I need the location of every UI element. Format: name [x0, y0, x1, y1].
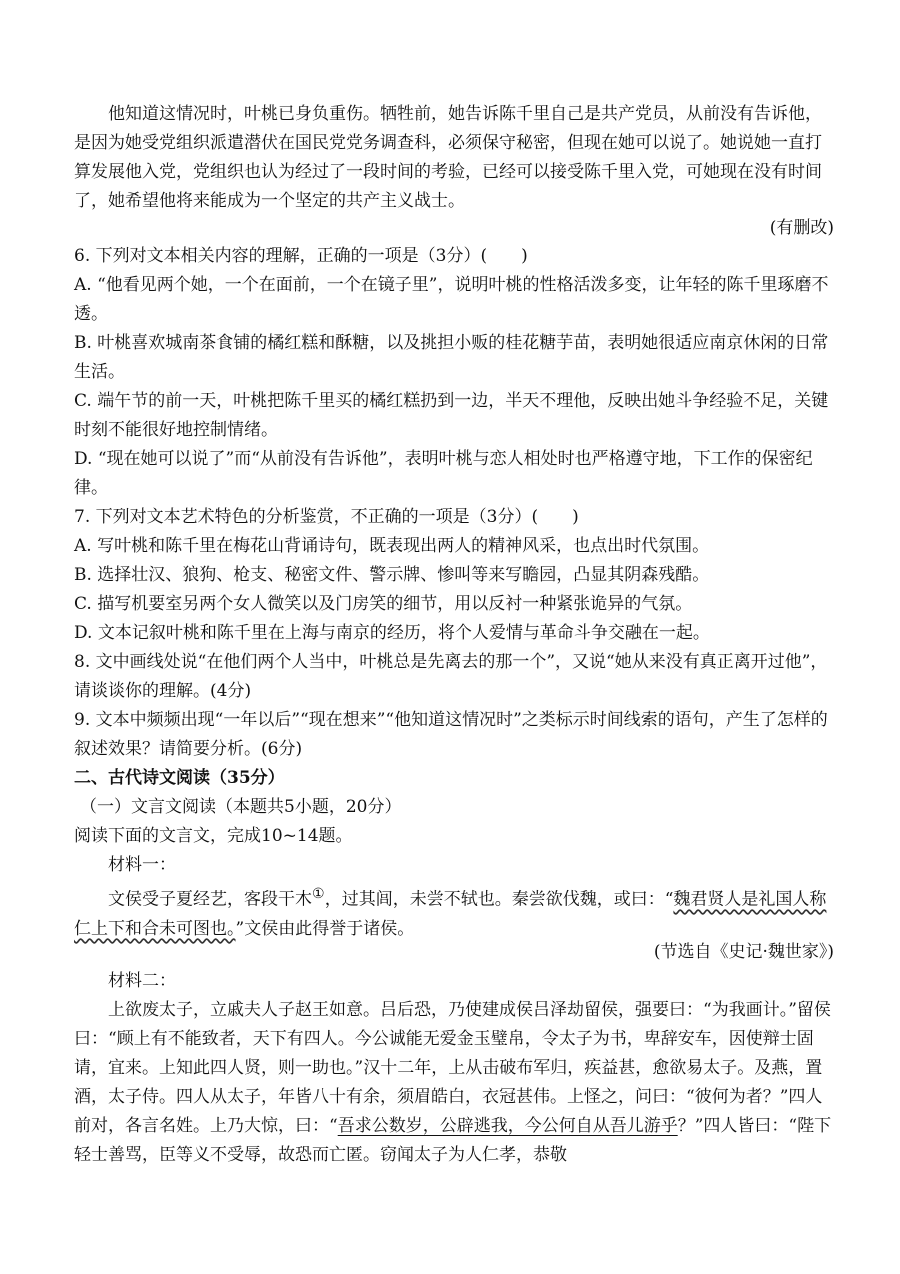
- material1-paragraph: [74, 880, 834, 944]
- underlined-sentence-1: 魏君贤人是礼国人称仁上下和合未可图也。: [74, 889, 827, 939]
- q7-option-c: C. 描写机要室另两个女人微笑以及门房笑的细节，用以反衬一种紧张诡异的气氛。: [74, 594, 693, 614]
- material1-label: 材料一：: [108, 855, 176, 875]
- footnote-marker: ①: [312, 886, 325, 902]
- story-source: (有删改): [769, 218, 834, 238]
- q7-option-a: A. 写叶桃和陈千里在梅花山背诵诗句，既表现出两人的精神风采，也点出时代氛围。: [74, 536, 710, 556]
- material1-source: (节选自《史记·魏世家》): [653, 942, 834, 962]
- material1-text-2: ，过其闾，未尝不轼也。秦尝欲伐魏，或曰：“: [324, 889, 674, 910]
- q7-stem: 7. 下列对文本艺术特色的分析鉴赏，不正确的一项是（3分）( ): [74, 507, 579, 527]
- q6-option-d: D. “现在她可以说了”而“从前没有告诉他”，表明叶桃与恋人相处时也严格遵守地，下工作的保密纪律。: [74, 449, 813, 498]
- q9-text: 9. 文本中频频出现“一年以后”“现在想来”“他知道这情况时”之类标示时间线索的语句，产生了怎样的叙述效果？请简要分析。(6分): [74, 710, 828, 759]
- material2-label: 材料二：: [108, 971, 176, 991]
- material2-text-2: ？”四人皆曰：“陛下轻士善骂，臣等义不受辱，故恐而亡匿。窃闻太子为人仁孝，恭敬: [74, 1116, 832, 1165]
- q7-option-d: D. 文本记叙叶桃和陈千里在上海与南京的经历，将个人爱情与革命斗争交融在一起。: [74, 623, 710, 643]
- q6-option-a: A. “他看见两个她，一个在面前，一个在镜子里”，说明叶桃的性格活泼多变，让年轻的陈千里琢磨不透。: [74, 275, 829, 324]
- section-subtitle: （一）文言文阅读（本题共5小题，20分）: [80, 797, 402, 817]
- story-paragraph: 他知道这情况时，叶桃已身负重伤。牺牲前，她告诉陈千里自己是共产党员，从前没有告诉他，是因为她受党组织派遣潜伏在国民党党务调查科，必须保守秘密，但现在她可以说了。她说她一直打算发展他入党，党组织也认为经过了一段时间的考验，已经可以接受陈千里入党，可她现在没有时间了，她希望他将来能成为一个坚定的共产主义战士。: [74, 104, 822, 211]
- q6-option-c: C. 端午节的前一天，叶桃把陈千里买的橘红糕扔到一边，半天不理他，反映出她斗争经验不足，关键时刻不能很好地控制情绪。: [74, 391, 829, 440]
- material2-text-1: 上欲废太子，立戚夫人子赵王如意。吕后恐，乃使建成侯吕泽劫留侯，强要曰：“为我画计。”留侯曰：“顾上有不能致者，天下有四人。今公诚能无爱金玉璧帛，令太子为书，卑辞安车，因使辩士固请，宜来。上知此四人贤，则一助也。”汉十二年，上从击破布军归，疾益甚，愈欲易太子。及燕，置酒，太子侍。四人从太子，年皆八十有余，须眉皓白，衣冠甚伟。上怪之，问曰：“彼何为者？”四人前对，各言名姓。上乃大惊，曰：“: [74, 1000, 831, 1136]
- section-title: 二、古代诗文阅读（35分）: [74, 768, 285, 788]
- q6-option-b: B. 叶桃喜欢城南茶食铺的橘红糕和酥糖，以及挑担小贩的桂花糖芋苗，表明她很适应南京休闲的日常生活。: [74, 333, 829, 382]
- q8-text: 8. 文中画线处说“在他们两个人当中，叶桃总是先离去的那一个”，又说“她从来没有真正离开过他”，请谈谈你的理解。(4分): [74, 652, 828, 701]
- underlined-sentence-2: 吾求公数岁，公辟逃我，今公何自从吾儿游乎: [337, 1116, 678, 1136]
- material2-paragraph: [74, 996, 834, 1170]
- q6-stem: 6. 下列对文本相关内容的理解，正确的一项是（3分）( ): [74, 246, 528, 266]
- q7-option-b: B. 选择壮汉、狼狗、枪支、秘密文件、警示牌、惨叫等来写瞻园，凸显其阴森残酷。: [74, 565, 710, 585]
- material1-text-3: ”文侯由此得誉于诸侯。: [235, 918, 415, 939]
- section-instruction: 阅读下面的文言文，完成10~14题。: [74, 826, 353, 846]
- material1-text-1: 文侯受子夏经艺，客段干木: [108, 889, 312, 910]
